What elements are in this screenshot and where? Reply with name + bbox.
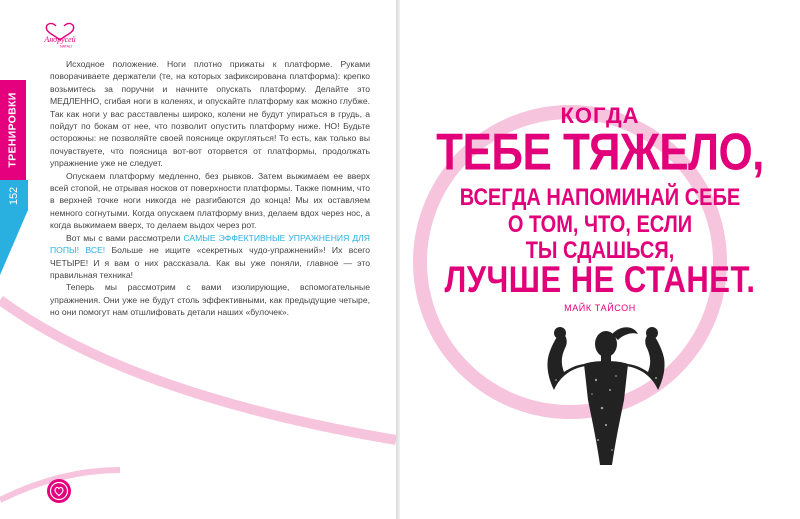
quote-line-2: ТЕБЕ ТЯЖЕЛО, <box>436 123 764 182</box>
page-number: 152 <box>7 186 20 206</box>
quote-author: МАЙК ТАЙСОН <box>564 303 636 313</box>
highlighted-text: САМЫЕ ЭФФЕКТИВНЫЕ УПРАЖНЕНИЯ ДЛЯ ПОПЫ! ВСЕ! <box>50 232 370 256</box>
quote-line-5: ТЫ СДАШЬСЯ, <box>525 237 675 265</box>
logo-text: Андрусей <box>44 35 76 44</box>
brand-logo <box>38 22 82 48</box>
body-paragraph <box>50 281 370 318</box>
quote-line-1: КОГДА <box>560 103 640 128</box>
section-title: ТРЕНИРОВКИ <box>7 92 19 168</box>
body-paragraph <box>50 170 370 232</box>
left-page <box>0 0 396 519</box>
quote-line-3: ВСЕГДА НАПОМИНАЙ СЕБЕ <box>459 184 741 212</box>
heart-badge-icon <box>46 478 72 504</box>
paragraph-text: Опускаем платформу медленно, без рывков. Затем выжимаем ее вверх всей стопой, не отрывая носков от поверхности платформы. Также помним, что в верхней точке ноги никогда не разгибаются до конца! Мы их оставляем немного согнутыми. Когда опускаем платформу вниз, делаем вдох через нос, а когда выжимаем вверх, то делаем выдох через рот. <box>50 170 370 231</box>
paragraph-text: Больше не ищите «секретных чудо-упражнений»! Их всего ЧЕТЫРЕ! И я вам о них рассказала. Как вы уже поняли, главное — это правильная техника! <box>50 245 370 280</box>
section-tab-label <box>0 80 26 180</box>
body-text <box>50 58 370 319</box>
quote-line-4: О ТОМ, ЧТО, ЕСЛИ <box>507 211 693 239</box>
paragraph-text: Вот мы с вами рассмотрели <box>66 232 184 243</box>
page-number-wrap <box>2 184 26 208</box>
strong-woman-icon <box>536 320 676 465</box>
body-paragraph <box>50 232 370 282</box>
quote-line-6: ЛУЧШЕ НЕ СТАНЕТ. <box>444 258 756 301</box>
paragraph-text: Теперь мы рассмотрим с вами изолирующие, вспомогательные упражнения. Они уже не будут столь эффективными, как предыдущие четыре, но они помогут нам отшлифовать детали наших «булочек». <box>50 282 370 318</box>
paragraph-text: Исходное положение. Ноги плотно прижаты к платформе. Руками поворачиваете держатели (те, на которых зафиксирована платформа): крепко возьмитесь за поручни и начните опускать платформу. Делайте это МЕДЛЕННО, сгибая ноги в коленях, и опускайте платформу как можно глубже. Так как ноги у вас расставлены широко, колени не будут упираться в грудь, а пойдут по бокам от нее, что позволит опустить платформу ниже. НО! Будьте осторожны: не позволяйте своей пояснице округляться! То есть, как только вы почувствуете, что поясница вот-вот оторвется от платформы, продолжать упражнение уже не следует. <box>50 59 370 169</box>
logo-subtext: NATALI <box>59 44 73 48</box>
body-paragraph <box>50 58 370 170</box>
